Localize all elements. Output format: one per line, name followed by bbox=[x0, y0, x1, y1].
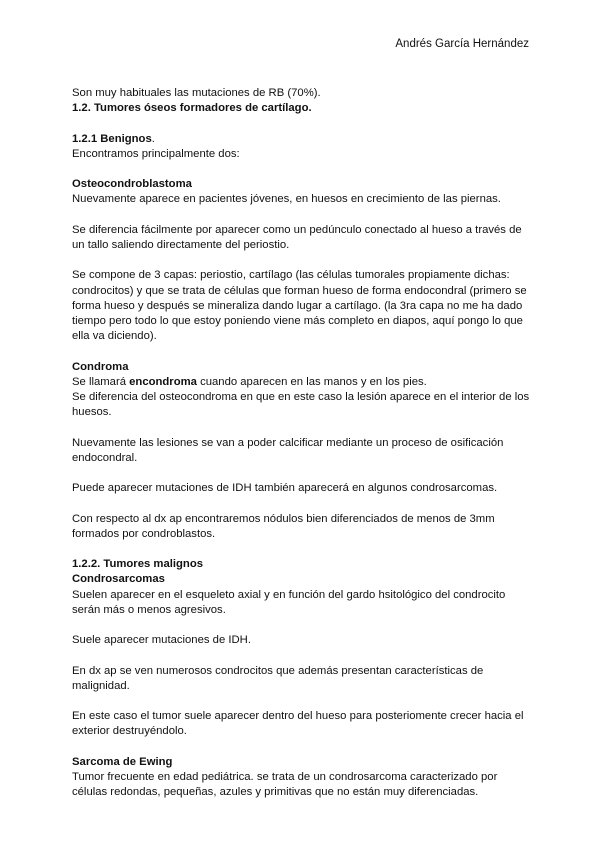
section-1-2-2-heading: 1.2.2. Tumores malignos bbox=[72, 558, 204, 571]
ewing-heading: Sarcoma de Ewing bbox=[72, 755, 173, 768]
encondroma-term: encondroma bbox=[129, 375, 197, 388]
intro-paragraph: Son muy habituales las mutaciones de RB (70%). bbox=[72, 87, 321, 99]
osteocondroblastoma-paragraph-2: Se diferencia fácilmente por aparecer como un pedúnculo conectado al hueso a través de un tallo saliendo directamente del periostio. bbox=[72, 223, 522, 251]
document-body bbox=[72, 86, 534, 800]
condrosarcomas-paragraph-1: Suelen aparecer en el esqueleto axial y en función del gardo hsitológico del condrocito serán más o menos agresivos. bbox=[72, 588, 506, 616]
spacer bbox=[72, 344, 534, 359]
spacer bbox=[72, 542, 534, 557]
section-1-2-1-heading-text: 1.2.1 Benignos bbox=[72, 132, 152, 145]
condrosarcomas-paragraph-2: Suele aparecer mutaciones de IDH. bbox=[72, 634, 251, 647]
condroma-line-1 bbox=[72, 375, 534, 390]
section-1-2-1-heading bbox=[72, 132, 534, 147]
spacer bbox=[72, 740, 534, 755]
spacer bbox=[72, 618, 534, 633]
condroma-line-2: Se diferencia del osteocondroma en que en este caso la lesión aparece en el interior de los huesos. bbox=[72, 390, 530, 419]
spacer bbox=[72, 466, 534, 481]
spacer bbox=[72, 116, 534, 131]
condroma-paragraph-3: Puede aparecer mutaciones de IDH también aparecerá en algunos condrosarcomas. bbox=[72, 482, 498, 495]
spacer bbox=[72, 496, 534, 511]
condroma-heading: Condroma bbox=[72, 360, 129, 373]
spacer bbox=[72, 162, 534, 177]
condrosarcomas-heading: Condrosarcomas bbox=[72, 573, 165, 586]
condroma-paragraph-2: Nuevamente las lesiones se van a poder calcificar mediante un proceso de osificación endocondral. bbox=[72, 436, 504, 464]
spacer bbox=[72, 208, 534, 223]
spacer bbox=[72, 420, 534, 435]
section-1-2-1-intro: Encontramos principalmente dos: bbox=[72, 147, 240, 160]
condroma-paragraph-4: Con respecto al dx ap encontraremos nódulos bien diferenciados de menos de 3mm formados por condroblastos. bbox=[72, 512, 495, 540]
page-header-author: Andrés García Hernández bbox=[395, 38, 529, 50]
condrosarcomas-paragraph-4: En este caso el tumor suele aparecer dentro del hueso para posteriomente crecer hacia el exterior destruyéndolo. bbox=[72, 710, 524, 738]
spacer bbox=[72, 648, 534, 663]
osteocondroblastoma-paragraph-1: Nuevamente aparece en pacientes jóvenes, en huesos en crecimiento de las piernas. bbox=[72, 193, 501, 206]
condroma-line-1-pre: Se llamará bbox=[72, 375, 130, 388]
osteocondroblastoma-heading: Osteocondroblastoma bbox=[72, 178, 192, 191]
section-1-2-1-heading-suffix: . bbox=[151, 132, 155, 145]
section-1-2-heading: 1.2. Tumores óseos formadores de cartílago. bbox=[72, 102, 312, 115]
condroma-line-1-post: cuando aparecen en las manos y en los pies. bbox=[196, 375, 427, 388]
spacer bbox=[72, 253, 534, 268]
condrosarcomas-paragraph-3: En dx ap se ven numerosos condrocitos que además presentan características de malignidad. bbox=[72, 664, 484, 692]
ewing-paragraph-1: Tumor frecuente en edad pediátrica. se trata de un condrosarcoma caracterizado por células redondas, pequeñas, azules y primitivas que no están muy diferenciadas. bbox=[72, 770, 498, 799]
spacer bbox=[72, 694, 534, 709]
osteocondroblastoma-paragraph-3: Se compone de 3 capas: periostio, cartílago (las células tumorales propiamente dichas: condrocitos) y que se trata de células que forman hueso de forma endocondral (primero se forma hueso y después se mineraliza dando lugar a cartílago. (la 3ra capa no me ha dado tiempo pero todo lo que estoy poniendo viene más completo en diapos, aquí pongo lo que ella va diciendo). bbox=[72, 269, 527, 343]
